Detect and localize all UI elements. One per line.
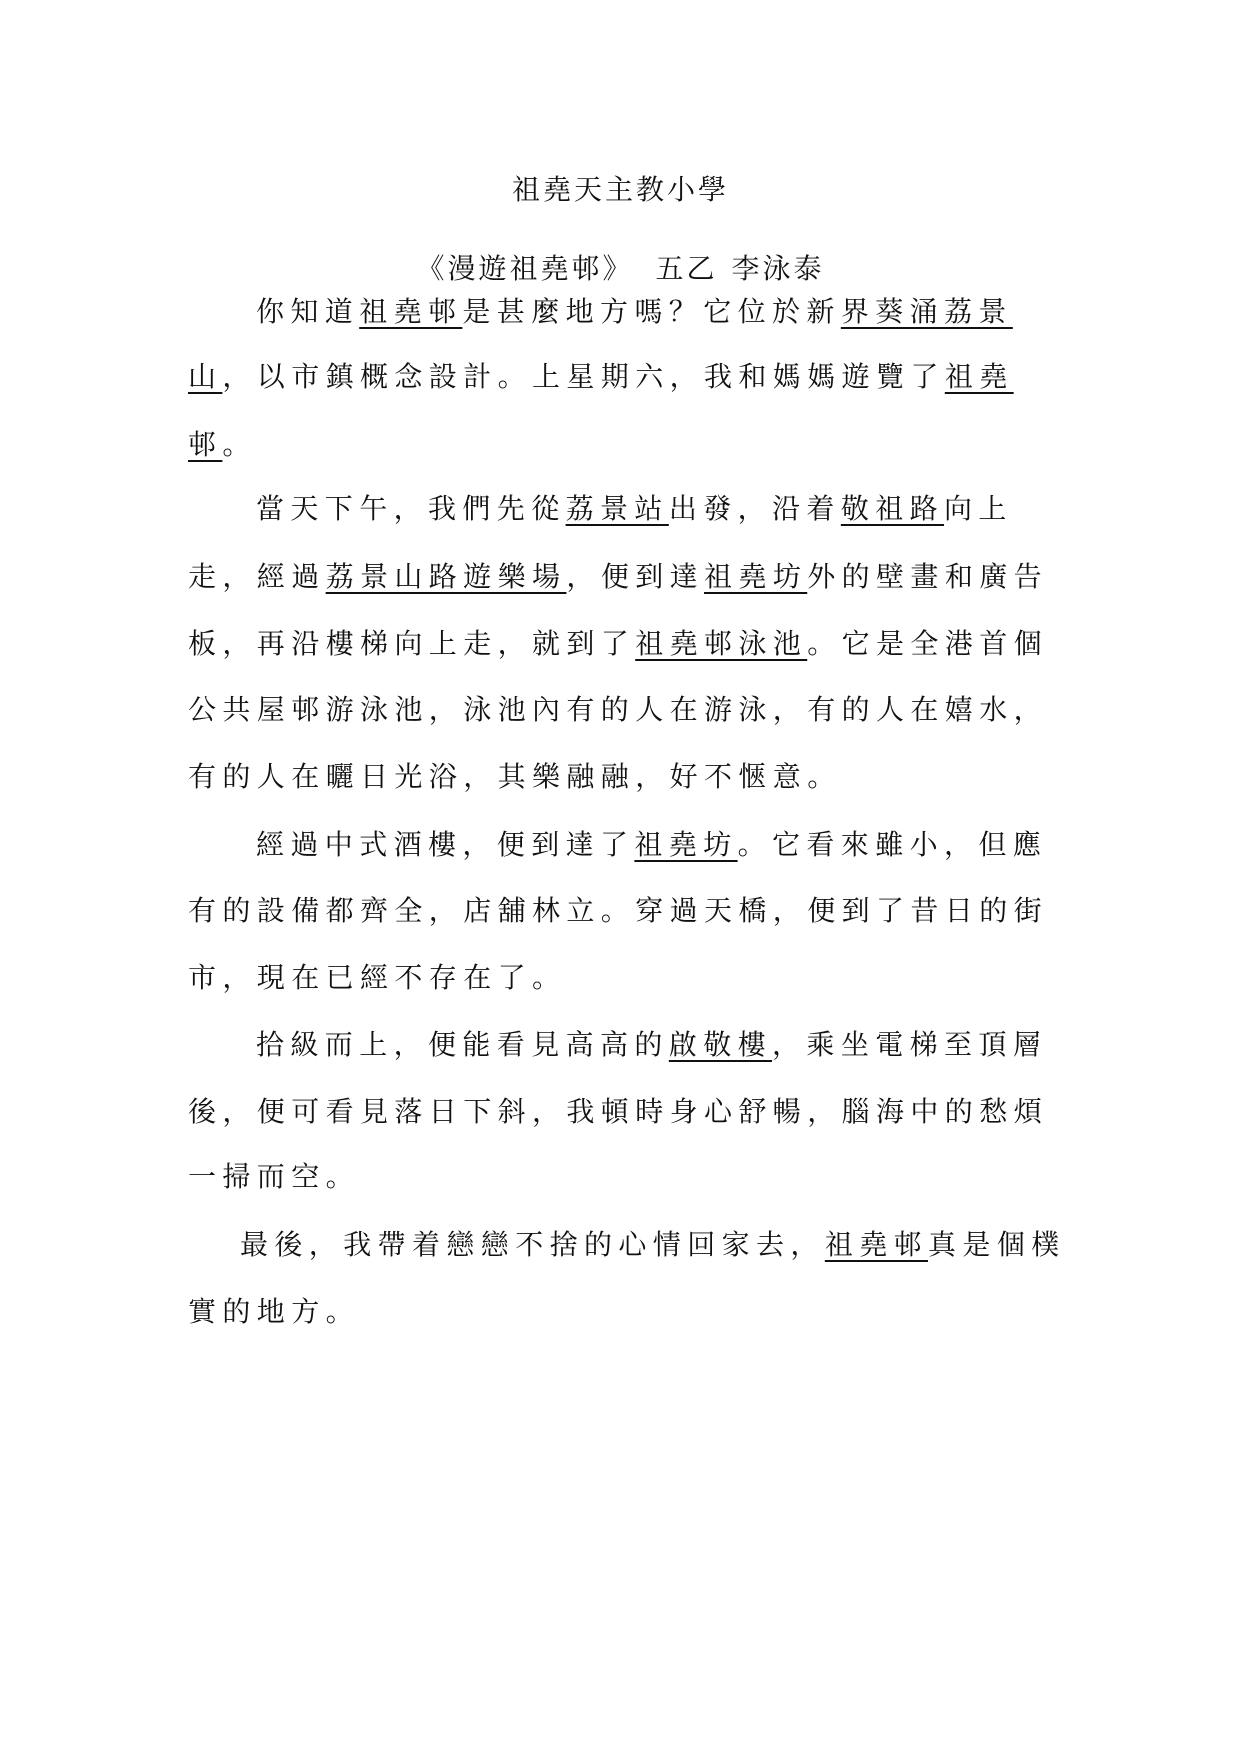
text-segment: 經過中式酒樓，便到達了 — [256, 828, 635, 861]
essay-line — [188, 891, 1068, 931]
text-segment: 最後，我帶着戀戀不捨的心情回家去， — [240, 1228, 825, 1261]
proper-noun: 荔景山路遊樂場 — [325, 560, 567, 593]
text-segment: ，便到達 — [566, 560, 705, 593]
text-segment: 你知道 — [256, 295, 360, 328]
proper-noun: 祖堯邨 — [824, 1228, 929, 1261]
text-segment: 走，經過 — [188, 560, 326, 593]
essay-line — [188, 557, 1068, 597]
proper-noun: 祖堯坊 — [704, 560, 808, 593]
text-segment: 真是個樸 — [928, 1228, 1066, 1261]
essay-heading — [0, 247, 1241, 287]
text-segment: 市，現在已經不存在了。 — [188, 961, 567, 994]
essay-line — [188, 425, 1068, 465]
text-segment: 有的人在曬日光浴，其樂融融，好不愜意。 — [188, 760, 842, 793]
class-name: 五乙 — [655, 252, 718, 285]
essay-line — [256, 292, 1136, 332]
essay-line — [240, 1225, 1120, 1265]
essay-line — [188, 1292, 1068, 1332]
essay-line — [188, 357, 1068, 397]
school-name: 祖堯天主教小學 — [511, 173, 729, 206]
text-segment: 後，便可看見落日下斜，我頓時身心舒暢，腦海中的愁煩 — [188, 1095, 1049, 1128]
text-segment: 。 — [222, 428, 257, 461]
essay-line — [256, 1025, 1136, 1065]
text-segment: 是甚麼地方嗎？它位於新 — [462, 295, 841, 328]
proper-noun: 界葵涌荔景 — [840, 295, 1013, 328]
proper-noun: 祖堯邨 — [359, 295, 463, 328]
proper-noun: 祖堯邨泳池 — [635, 627, 808, 660]
essay-line — [188, 624, 1068, 664]
text-segment: 板，再沿樓梯向上走，就到了 — [188, 627, 636, 660]
text-segment: 當天下午，我們先從 — [256, 492, 566, 525]
essay-line — [188, 1092, 1068, 1132]
text-segment: ，乘坐電梯至頂層 — [772, 1028, 1048, 1061]
text-segment: 一掃而空。 — [188, 1160, 361, 1193]
essay-line — [188, 1157, 1068, 1197]
proper-noun: 啟敬樓 — [668, 1028, 773, 1061]
text-segment: 外的壁畫和廣告 — [807, 560, 1049, 593]
essay-title: 《漫遊祖堯邨》 — [416, 252, 634, 285]
text-segment: 實的地方。 — [188, 1295, 361, 1328]
essay-line — [188, 958, 1068, 998]
proper-noun: 敬祖路 — [840, 492, 945, 525]
text-segment: 拾級而上，便能看見高高的 — [256, 1028, 669, 1061]
essay-line — [188, 757, 1068, 797]
text-segment: 。它看來雖小，但應 — [737, 828, 1048, 861]
essay-line — [188, 690, 1068, 730]
proper-noun: 荔景站 — [565, 492, 669, 525]
essay-line — [256, 825, 1136, 865]
text-segment: 有的設備都齊全，店舖林立。穿過天橋，便到了昔日的街 — [188, 894, 1049, 927]
text-segment: 。它是全港首個 — [807, 627, 1049, 660]
proper-noun: 山 — [188, 360, 223, 393]
text-segment: 向上 — [944, 492, 1013, 525]
proper-noun: 邨 — [188, 428, 223, 461]
text-segment: 公共屋邨游泳池，泳池內有的人在游泳，有的人在嬉水， — [188, 693, 1049, 726]
proper-noun: 祖堯坊 — [634, 828, 738, 861]
proper-noun: 祖堯 — [944, 360, 1014, 393]
student-name: 李泳泰 — [731, 252, 825, 285]
essay-line — [256, 489, 1136, 529]
text-segment: 出發，沿着 — [668, 492, 841, 525]
text-segment: ，以市鎮概念設計。上星期六，我和媽媽遊覽了 — [222, 360, 945, 393]
